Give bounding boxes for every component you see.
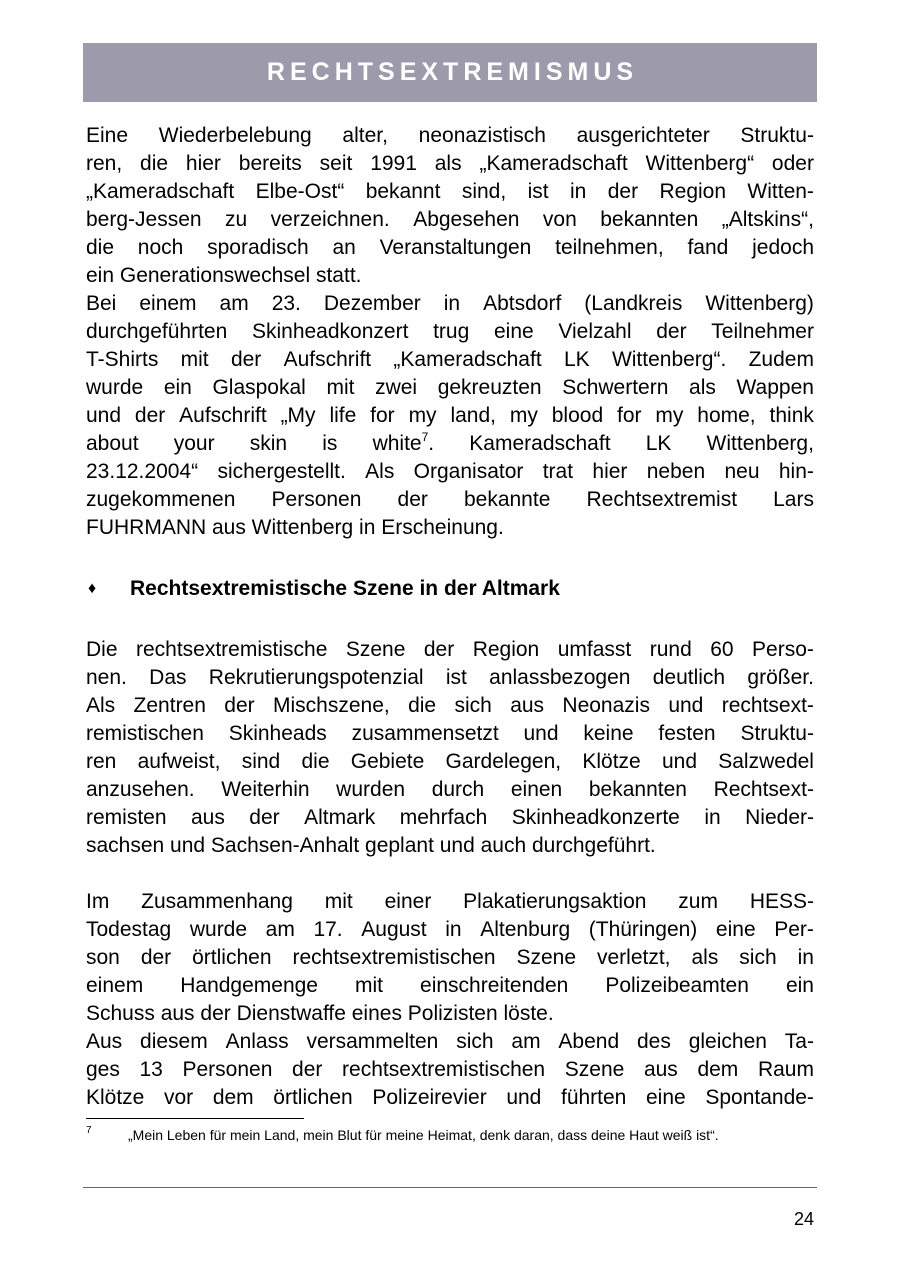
word: Todestag: [86, 918, 172, 941]
word: Gardelegen,: [445, 750, 562, 773]
word: eine: [646, 1086, 686, 1109]
word: Altmark: [304, 806, 376, 829]
text-line: [86, 692, 814, 720]
word: berg-Jessen: [86, 208, 202, 231]
word: hier: [592, 460, 628, 483]
word: my: [408, 404, 437, 427]
word: der: [249, 806, 280, 829]
word: Klötze: [86, 1086, 145, 1109]
word: Rekrutierungspotenzial: [208, 666, 424, 689]
word: Anlass: [225, 1030, 289, 1053]
word: Zudem: [748, 348, 814, 371]
footnote-text: „Mein Leben für mein Land, mein Blut für meine Heimat, denk daran, dass deine Haut weiß ist“.: [128, 1127, 719, 1143]
word: verletzt,: [597, 946, 671, 969]
word: in: [569, 180, 587, 203]
word: anzusehen.: [86, 778, 195, 801]
diamond-bullet-icon: ♦: [88, 580, 97, 597]
word: deutlich: [652, 666, 726, 689]
word: „Kameradschaft: [86, 180, 235, 203]
section-heading: [86, 575, 814, 603]
word: Rechtsext-: [713, 778, 814, 801]
footer-divider: [83, 1187, 817, 1188]
text-line: [86, 234, 814, 262]
word: sich: [739, 946, 777, 969]
word: bekannten: [588, 778, 687, 801]
word: bekannt: [365, 180, 441, 203]
word: 60: [710, 638, 734, 661]
word: Per-: [774, 918, 814, 941]
word: Gebiete: [350, 750, 425, 773]
text-line: [86, 1084, 814, 1112]
word: trug: [433, 320, 470, 343]
word: in: [445, 918, 462, 941]
word: Personen: [182, 1058, 273, 1081]
word: Spontande-: [705, 1086, 814, 1109]
word: rund: [649, 638, 692, 661]
word: am: [511, 1030, 541, 1053]
word: Mischszene,: [273, 694, 390, 717]
word: mit: [324, 890, 353, 913]
word: der: [224, 694, 255, 717]
word: aufweist,: [137, 750, 221, 773]
word: einschreitenden: [420, 974, 569, 997]
text-line: [86, 458, 814, 486]
word: „Kameradschaft: [479, 152, 628, 175]
word: remisten: [86, 806, 167, 829]
text-line: [86, 888, 814, 916]
word: der: [230, 348, 262, 371]
text-line: ein Generationswechsel statt.: [86, 264, 362, 287]
word: Teilnehmer: [711, 320, 814, 343]
word: dem: [212, 1086, 254, 1109]
word: trat: [542, 460, 574, 483]
word: for: [370, 404, 395, 427]
word: ges: [86, 1058, 120, 1081]
text-line: sachsen und Sachsen-Anhalt geplant und auch durchgeführt.: [86, 834, 656, 857]
word: Im: [86, 890, 110, 913]
word: Region: [659, 180, 727, 203]
footnote-separator: [86, 1118, 304, 1119]
word: Wittenberg“.: [611, 348, 727, 371]
word: noch: [137, 236, 184, 259]
word: my: [509, 404, 538, 427]
word: Vielzahl: [558, 320, 632, 343]
word: Polizeirevier: [372, 1086, 487, 1109]
word: „My: [280, 404, 316, 427]
word: bekannten: [600, 208, 699, 231]
text-line: [86, 402, 814, 430]
word: in: [704, 806, 721, 829]
word: Abgesehen: [413, 208, 520, 231]
word: die: [140, 152, 169, 175]
word: sporadisch: [207, 236, 309, 259]
word: Bei: [86, 292, 117, 315]
word: rechtsext-: [721, 694, 814, 717]
word: Kameradschaft: [469, 432, 611, 455]
word: Wappen: [736, 376, 814, 399]
word: Aufschrift: [179, 404, 267, 427]
text-line: [86, 664, 814, 692]
word: einem: [86, 974, 144, 997]
word: Polizeibeamten: [605, 974, 749, 997]
word: der: [140, 946, 172, 969]
word: von: [542, 208, 577, 231]
word: alter,: [342, 124, 388, 147]
word: Nieder-: [745, 806, 814, 829]
word: Klötze: [582, 750, 641, 773]
word: Glaspokal: [212, 376, 306, 399]
word: Zusammenhang: [141, 890, 293, 913]
text-line: [86, 972, 814, 1000]
word: zu: [225, 208, 248, 231]
text-line: [86, 206, 814, 234]
word: Wittenberg“: [645, 152, 755, 175]
page-header: [83, 43, 817, 102]
text-line: [86, 944, 814, 972]
word: rechtsextremistischen: [292, 946, 496, 969]
word: Altenburg: [480, 918, 571, 941]
word: oder: [771, 152, 814, 175]
word: Elbe-Ost“: [255, 180, 345, 203]
word: an: [332, 236, 356, 259]
word: sind: [241, 750, 281, 773]
word: bereits: [238, 152, 302, 175]
word: der: [423, 638, 455, 661]
word: Das: [149, 666, 187, 689]
text-line: [86, 748, 814, 776]
word: is: [322, 432, 338, 455]
word: einen: [510, 778, 563, 801]
word: der: [607, 180, 639, 203]
text-line: FUHRMANN aus Wittenberg in Erscheinung.: [86, 516, 504, 539]
word: white$^7$.: [372, 430, 435, 455]
word: und: [661, 750, 698, 773]
text-line: [86, 1028, 814, 1056]
word: Raum: [757, 1058, 814, 1081]
word: Struktu-: [740, 722, 814, 745]
word: eine: [493, 320, 534, 343]
word: örtlichen: [273, 1086, 353, 1109]
word: und: [86, 404, 122, 427]
word: my: [655, 404, 684, 427]
paragraph: [86, 636, 814, 860]
word: Aufschrift: [283, 348, 372, 371]
word: in: [443, 292, 461, 315]
word: Salzwedel: [718, 750, 814, 773]
word: Szene: [564, 1058, 625, 1081]
word: Wittenberg): [705, 292, 814, 315]
word: Zentren: [133, 694, 206, 717]
word: 17.: [313, 918, 343, 941]
word: mit: [326, 376, 355, 399]
word: 23.: [271, 292, 301, 315]
word: Handgemenge: [180, 974, 318, 997]
word: Abend: [558, 1030, 620, 1053]
word: ist: [445, 666, 467, 689]
word: son: [86, 946, 120, 969]
word: Veranstaltungen: [379, 236, 532, 259]
word: die: [408, 694, 437, 717]
word: ren,: [86, 152, 123, 175]
word: Skinheads: [228, 722, 327, 745]
word: sichergestellt.: [217, 460, 346, 483]
word: HESS-: [749, 890, 814, 913]
word: fand: [687, 236, 729, 259]
word: (Thüringen): [588, 918, 698, 941]
word: zusammensetzt: [351, 722, 499, 745]
word: wurden: [336, 778, 406, 801]
word: zwei: [375, 376, 418, 399]
word: vor: [164, 1086, 194, 1109]
word: Dezember: [323, 292, 421, 315]
section-title: Rechtsextremistische Szene in der Altmark: [130, 577, 560, 600]
word: größer.: [747, 666, 814, 689]
word: der: [292, 1058, 323, 1081]
text-line: [86, 916, 814, 944]
word: am: [219, 292, 249, 315]
word: your: [173, 432, 215, 455]
word: August: [361, 918, 427, 941]
word: Neonazis: [562, 694, 650, 717]
word: keine: [583, 722, 634, 745]
word: und: [668, 694, 704, 717]
document-body: [86, 122, 814, 1112]
word: diesem: [140, 1030, 208, 1053]
word: teilnehmen,: [555, 236, 664, 259]
word: zum: [678, 890, 718, 913]
word: dem: [697, 1058, 739, 1081]
word: zugekommenen: [86, 488, 236, 511]
word: der: [656, 320, 687, 343]
page-number: 24: [793, 1209, 814, 1229]
word: und: [523, 722, 559, 745]
word: des: [637, 1030, 671, 1053]
word: der: [134, 404, 166, 427]
word: neben: [646, 460, 706, 483]
word: Szene: [516, 946, 577, 969]
word: als: [691, 946, 719, 969]
word: einem: [139, 292, 197, 315]
word: Witten-: [747, 180, 814, 203]
text-line: [86, 804, 814, 832]
word: 23.12.2004“: [86, 460, 199, 483]
word: die: [86, 236, 115, 259]
word: Personen: [271, 488, 362, 511]
word: ein: [785, 974, 814, 997]
word: Schwertern: [562, 376, 669, 399]
word: skin: [249, 432, 288, 455]
text-line: [86, 776, 814, 804]
text-line: [86, 150, 814, 178]
word: mit: [355, 974, 384, 997]
word: think: [769, 404, 814, 427]
word: Lars: [773, 488, 814, 511]
word: land,: [450, 404, 496, 427]
word: Perso-: [752, 638, 814, 661]
word: wurde: [86, 376, 144, 399]
paragraph: [86, 1028, 814, 1112]
word: Struktu-: [740, 124, 814, 147]
word: seit: [319, 152, 353, 175]
text-line: [86, 486, 814, 514]
word: als: [434, 152, 462, 175]
footnote-ref[interactable]: 7: [421, 430, 429, 444]
word: sich: [456, 1030, 494, 1053]
word: Organisator: [413, 460, 524, 483]
header-title: RECHTSEXTREMISMUS: [266, 58, 639, 86]
word: bekannte: [463, 488, 551, 511]
text-line: [86, 122, 814, 150]
word: am: [265, 918, 295, 941]
paragraph: [86, 888, 814, 1028]
word: ist: [527, 180, 549, 203]
word: ren: [86, 750, 117, 773]
word: Die: [86, 638, 118, 661]
word: aus: [190, 806, 225, 829]
word: neonazistisch: [418, 124, 546, 147]
word: eine: [715, 918, 756, 941]
word: Als: [86, 694, 116, 717]
text-line: [86, 290, 814, 318]
word: ein: [163, 376, 192, 399]
word: Szene: [345, 638, 406, 661]
word: T-Shirts: [86, 348, 159, 371]
text-line: [86, 1056, 814, 1084]
word: (Landkreis: [584, 292, 683, 315]
word: hin-: [778, 460, 814, 483]
word: führten: [560, 1086, 627, 1109]
word: about: [86, 432, 139, 455]
word: gekreuzten: [437, 376, 542, 399]
text-line-with-footnote: [86, 430, 814, 458]
footnote-number: 7: [86, 1125, 92, 1136]
word: blood: [551, 404, 604, 427]
word: Wittenberg,: [706, 432, 814, 455]
word: mit: [180, 348, 209, 371]
word: Ta-: [784, 1030, 814, 1053]
word: anlassbezogen: [489, 666, 631, 689]
word: remistischen: [86, 722, 204, 745]
word: Weiterhin: [221, 778, 310, 801]
word: Wiederbelebung: [158, 124, 312, 147]
word: „Altskins“,: [721, 208, 814, 231]
word: rechtsextremistische: [135, 638, 328, 661]
word: und: [506, 1086, 542, 1109]
word: sich: [454, 694, 492, 717]
word: sind,: [461, 180, 507, 203]
word: „Kameradschaft: [393, 348, 542, 371]
word: nen.: [86, 666, 127, 689]
word: als: [689, 376, 716, 399]
word: aus: [510, 694, 545, 717]
word: 13: [139, 1058, 163, 1081]
word: LK: [645, 432, 672, 455]
word: Skinheadkonzert: [251, 320, 409, 343]
word: in: [797, 946, 814, 969]
word: jedoch: [752, 236, 814, 259]
text-line: [86, 318, 814, 346]
text-line: [86, 720, 814, 748]
word: Eine: [86, 124, 129, 147]
word: festen: [658, 722, 716, 745]
paragraph: [86, 122, 814, 290]
word: neu: [724, 460, 760, 483]
word: Plakatierungsaktion: [463, 890, 647, 913]
word: durchgeführten: [86, 320, 228, 343]
word: der: [397, 488, 428, 511]
word: life: [329, 404, 357, 427]
word: Abtsdorf: [483, 292, 562, 315]
word: Rechtsextremist: [586, 488, 738, 511]
word: aus: [643, 1058, 678, 1081]
word: mehrfach: [399, 806, 488, 829]
word: rechtsextremistischen: [342, 1058, 546, 1081]
word: verzeichnen.: [270, 208, 390, 231]
word: for: [617, 404, 642, 427]
word: durch: [431, 778, 485, 801]
word: Region: [472, 638, 540, 661]
word: die: [301, 750, 330, 773]
word: ausgerichteter: [576, 124, 710, 147]
text-line: [86, 636, 814, 664]
word: Aus: [86, 1030, 123, 1053]
word: gleichen: [688, 1030, 767, 1053]
word: LK: [563, 348, 590, 371]
paragraph: [86, 290, 814, 542]
word: Skinheadkonzerte: [511, 806, 680, 829]
word: hier: [185, 152, 221, 175]
word: einer: [384, 890, 432, 913]
word: 1991: [370, 152, 417, 175]
text-line: [86, 178, 814, 206]
text-line: [86, 346, 814, 374]
word: wurde: [189, 918, 248, 941]
word: umfasst: [557, 638, 632, 661]
text-line: Schuss aus der Dienstwaffe eines Polizisten löste.: [86, 1002, 554, 1025]
word: örtlichen: [192, 946, 272, 969]
word: versammelten: [306, 1030, 439, 1053]
word: Als: [365, 460, 395, 483]
word: home,: [697, 404, 756, 427]
text-line: [86, 374, 814, 402]
